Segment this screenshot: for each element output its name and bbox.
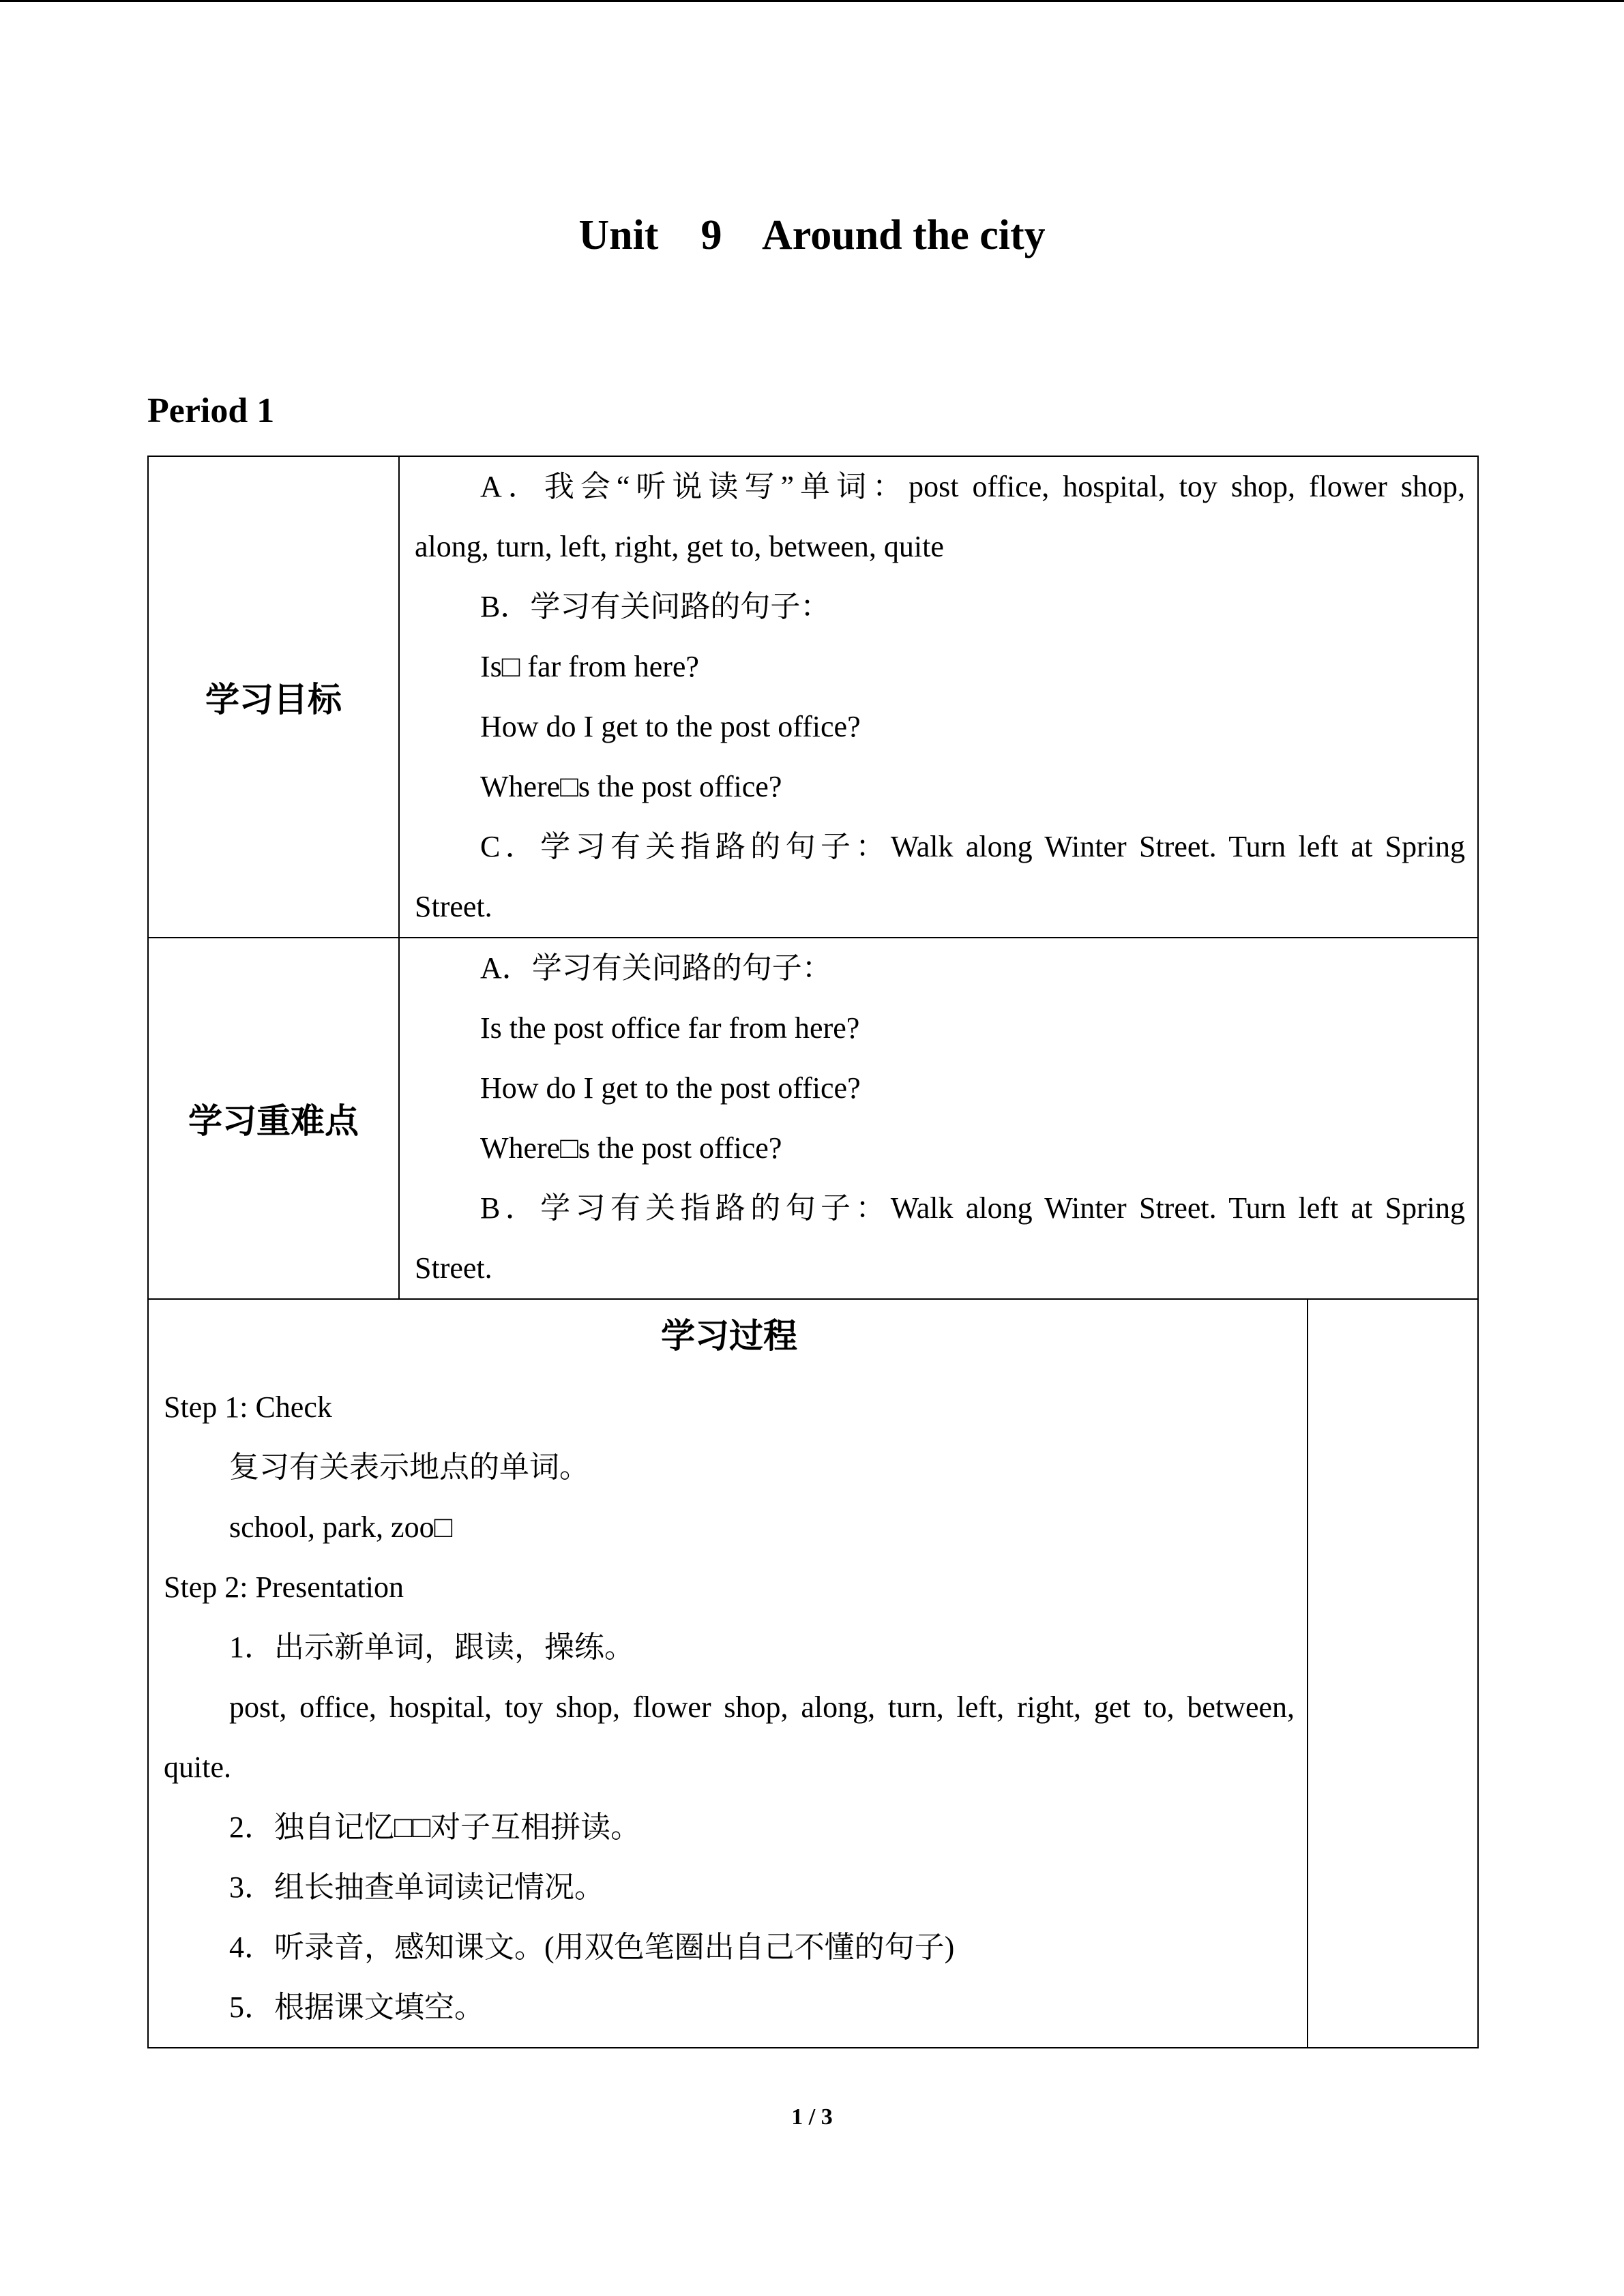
process-line: 3．组长抽查单词读记情况。 bbox=[229, 1870, 604, 1904]
key-point-line: Street. bbox=[415, 1251, 492, 1285]
process-line: 1．出示新单词，跟读，操练。 bbox=[229, 1630, 634, 1664]
key-point-line: Is the post office far from here? bbox=[480, 1011, 860, 1045]
objective-line: Where□s the post office? bbox=[480, 770, 782, 803]
key-point-line: How do I get to the post office? bbox=[480, 1071, 861, 1105]
top-border-line bbox=[0, 0, 1624, 2]
key-point-line: B．学习有关指路的句子：Walk along Winter Street. Turn left at Spring bbox=[480, 1191, 1466, 1225]
period-heading: Period 1 bbox=[147, 391, 275, 430]
process-notes-column bbox=[1308, 1299, 1478, 2048]
process-line: post, office, hospital, toy shop, flower shop, along, turn, left, right, get to, between, bbox=[229, 1690, 1295, 1724]
process-line: 复习有关表示地点的单词。 bbox=[229, 1450, 589, 1484]
page-number: 1 / 3 bbox=[791, 2104, 833, 2130]
lesson-plan-table bbox=[147, 456, 1479, 2048]
process-line: quite. bbox=[164, 1750, 231, 1784]
process-line: Step 2: Presentation bbox=[164, 1570, 404, 1604]
process-line: 2．独自记忆□□对子互相拼读。 bbox=[229, 1810, 641, 1844]
key-point-line: Where□s the post office? bbox=[480, 1131, 782, 1165]
key-point-line: A．学习有关问路的句子： bbox=[480, 951, 832, 985]
process-line: 4．听录音，感知课文。(用双色笔圈出自己不懂的句子) bbox=[229, 1930, 955, 1964]
objective-line: along, turn, left, right, get to, between, quite bbox=[415, 530, 944, 563]
process-content bbox=[148, 1299, 1308, 2048]
process-line: Step 1: Check bbox=[164, 1390, 332, 1424]
objective-line: C．学习有关指路的句子：Walk along Winter Street. Turn left at Spring bbox=[480, 830, 1466, 863]
process-line: school, park, zoo□ bbox=[229, 1510, 453, 1544]
process-heading: 学习过程 bbox=[661, 1316, 797, 1356]
key-points-content bbox=[399, 938, 1478, 1299]
objective-line: Is□ far from here? bbox=[480, 650, 699, 683]
objectives-row bbox=[148, 456, 1478, 938]
key-points-row bbox=[148, 938, 1478, 1299]
objective-line: A．我会“听说读写”单词：post office, hospital, toy shop, flower shop, bbox=[480, 470, 1466, 503]
objective-line: How do I get to the post office? bbox=[480, 710, 861, 743]
page-title: Unit 9 Around the city bbox=[578, 212, 1046, 258]
objective-line: Street. bbox=[415, 890, 492, 923]
objective-line: B．学习有关问路的句子： bbox=[480, 590, 831, 623]
process-row bbox=[148, 1299, 1478, 2048]
objectives-content bbox=[399, 456, 1478, 938]
objectives-label: 学习目标 bbox=[148, 456, 399, 938]
key-points-label: 学习重难点 bbox=[148, 938, 399, 1299]
process-line: 5．根据课文填空。 bbox=[229, 1991, 484, 2024]
